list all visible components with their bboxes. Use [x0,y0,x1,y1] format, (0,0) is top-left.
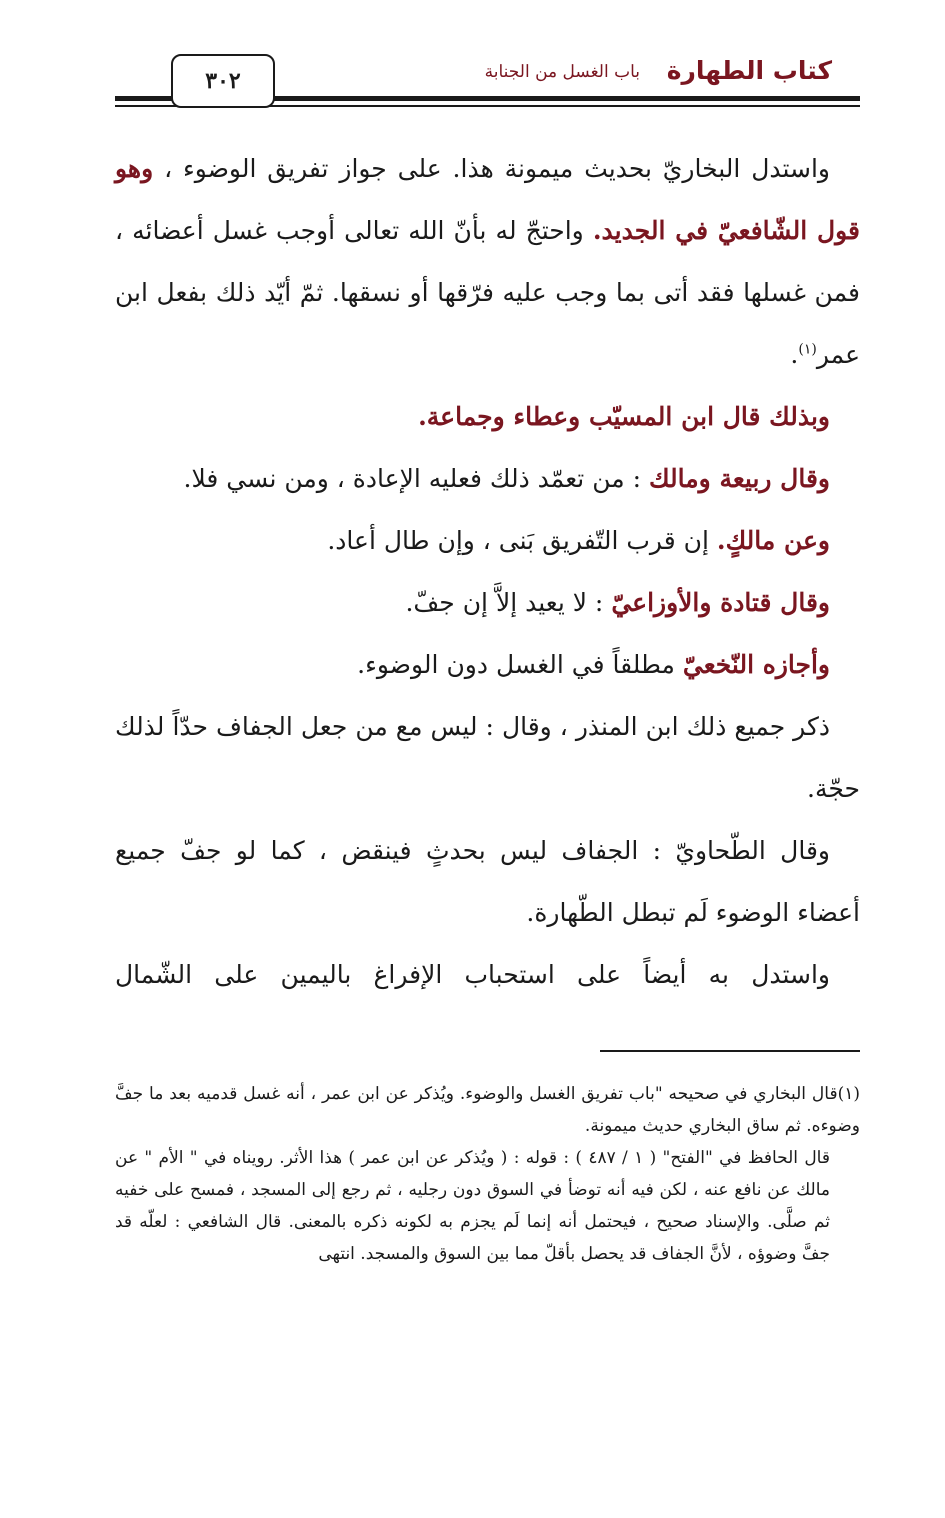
paragraph-3-highlight: وقال ربيعة ومالك [648,464,830,493]
paragraph-5 [115,572,860,634]
page-header [115,50,860,110]
paragraph-1-text-b: واحتجّ له بأنّ الله تعالى أوجب غسل أعضائه ، فمن غسلها فقد أتى بما وجب عليه فرّقها أو نسقها. ثمّ أيّد ذلك بفعل ابن عمر [115,216,860,369]
paragraph-2-highlight: وبذلك قال ابن المسيّب وعطاء وجماعة. [418,402,830,431]
paragraph-4 [115,510,860,572]
page-number: ٣٠٢ [205,68,241,94]
paragraph-1 [115,138,860,386]
paragraph-6 [115,634,860,696]
page-number-box [171,54,275,108]
paragraph-7: ذكر جميع ذلك ابن المنذر ، وقال : ليس مع من جعل الجفاف حدّاً لذلك حجّة. [115,712,860,803]
paragraph-5-highlight: وقال قتادة والأوزاعيّ [611,588,830,617]
paragraph-1-highlight: وهو قول الشّافعيّ في الجديد. [115,154,861,245]
footnote-reference[interactable]: (١) [798,341,817,358]
paragraph-4-highlight: وعن مالكٍ. [716,526,830,555]
footnotes [115,1078,860,1270]
paragraph-8: وقال الطّحاويّ : الجفاف ليس بحدثٍ فينقض ، كما لو جفّ جميع أعضاء الوضوء لَم تبطل الطّهارة. [115,836,860,927]
main-text [115,138,860,1006]
paragraph-3-text: : من تعمّد ذلك فعليه الإعادة ، ومن نسي فلا. [183,464,642,493]
chapter-title: باب الغسل من الجنابة [484,62,640,82]
footnote-1-part-a: (١)قال البخاري في صحيحه "باب تفريق الغسل والوضوء. ويُذكر عن ابن عمر ، أنه غسل قدميه بعد ما جفَّ وضوءه. ثم ساق البخاري حديث ميمونة. [115,1084,860,1136]
paragraph-1-text-a: واستدل البخاريّ بحديث ميمونة هذا. على جواز تفريق الوضوء ، [164,154,830,183]
paragraph-4-text: إن قرب التّفريق بَنى ، وإن طال أعاد. [327,526,709,555]
paragraph-5-text: : لا يعيد إلاَّ إن جفّ. [405,588,604,617]
paragraph-1-end: . [790,340,799,369]
paragraph-9: واستدل به أيضاً على استحباب الإفراغ باليمين على الشّمال [115,960,830,989]
paragraph-3 [115,448,860,510]
paragraph-6-text: مطلقاً في الغسل دون الوضوء. [357,650,675,679]
paragraph-2 [115,386,860,448]
paragraph-6-highlight: وأجازه النّخعيّ [682,650,830,679]
book-title: كتاب الطهارة [666,56,832,85]
footnote-1-part-b: قال الحافظ في "الفتح" ( ١ / ٤٨٧ ) : قوله : ( ويُذكر عن ابن عمر ) هذا الأثر. رويناه في " الأم " عن مالك عن نافع عنه ، لكن فيه أنه توضأ في السوق دون رجليه ، ثم رجع إلى المسجد ، فمسح على خفيه ثم صلَّى. والإسناد صحيح ، فيحتمل أنه إنما لَم يجزم به لكونه ذكره بالمعنى. قال الشافعي : لعلّه قد جفَّ وضوؤه ، لأنَّ الجفاف قد يحصل بأقلّ مما بين السوق والمسجد. انتهى [115,1148,830,1264]
footnote-separator [600,1050,860,1052]
